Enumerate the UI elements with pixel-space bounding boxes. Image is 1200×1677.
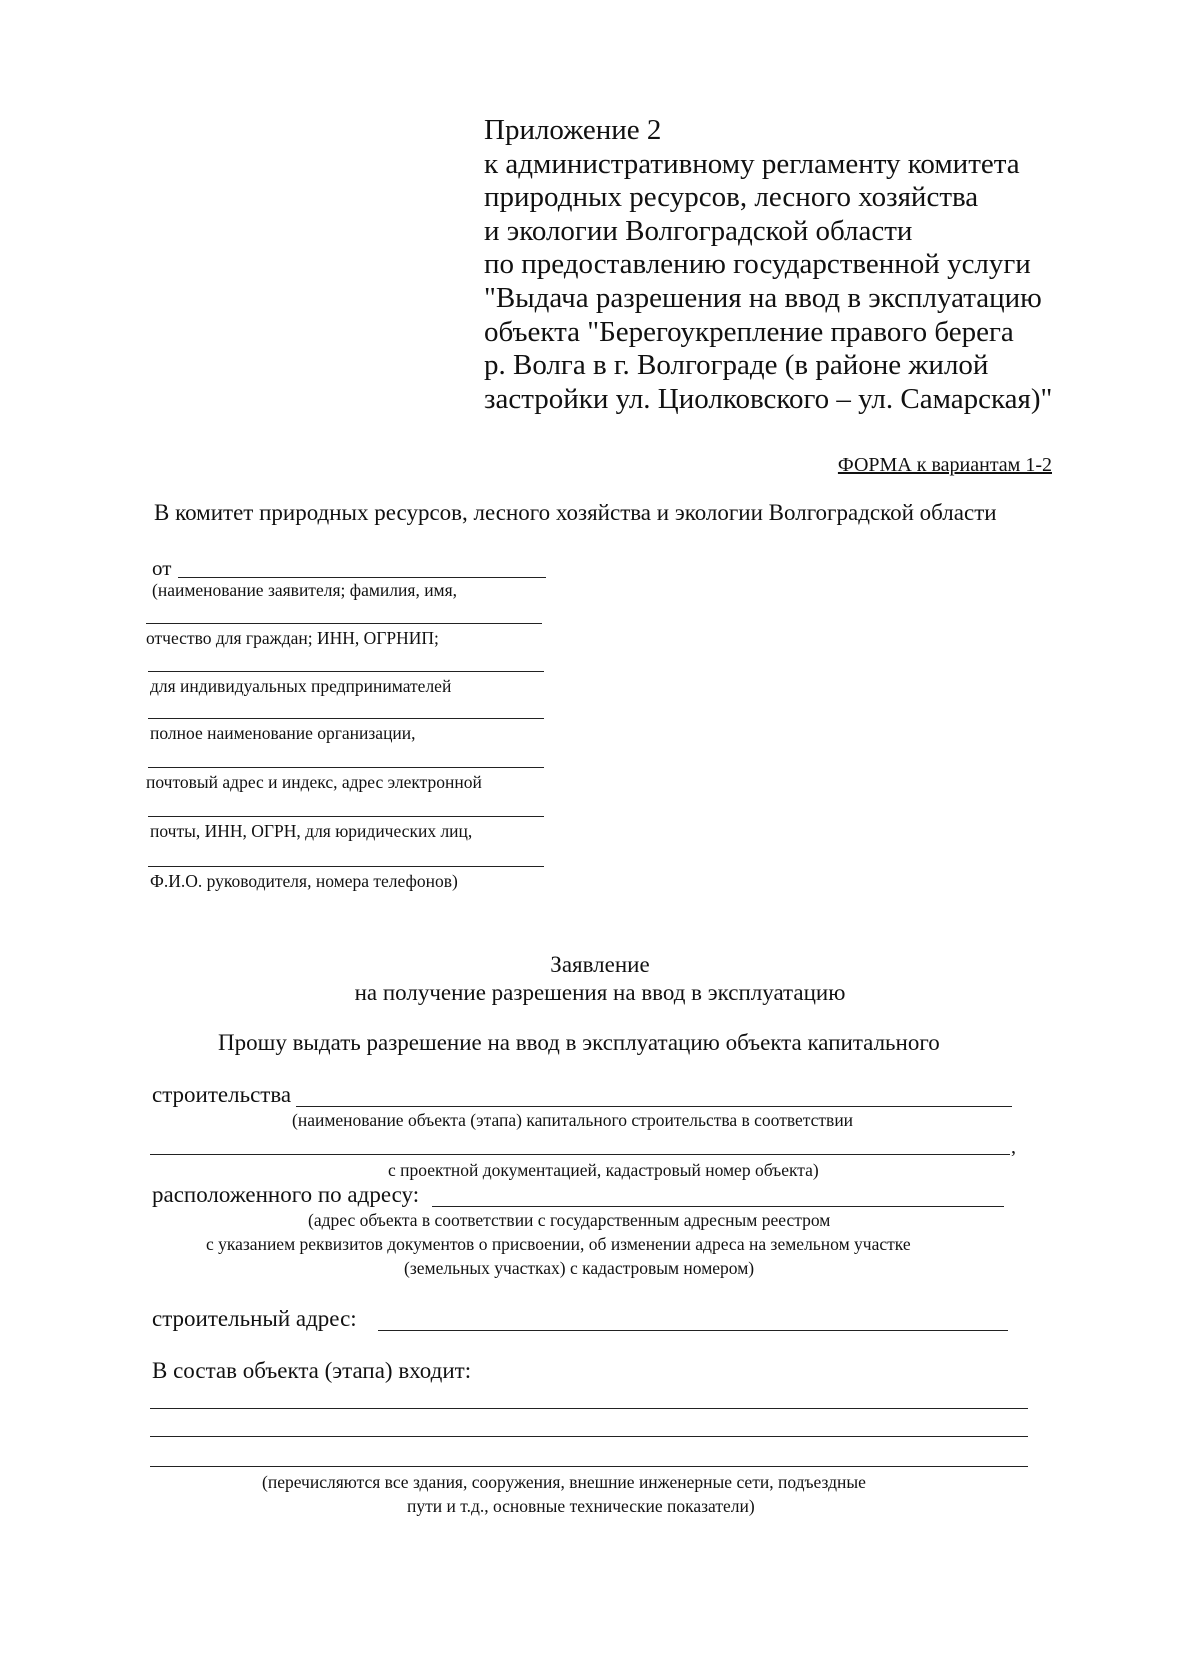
applicant-line[interactable]	[178, 577, 546, 578]
composition-hint-2: пути и т.д., основные технические показатели)	[407, 1496, 755, 1516]
from-label: от	[152, 556, 172, 580]
construction-comma: ,	[1011, 1136, 1016, 1158]
composition-line[interactable]	[150, 1466, 1028, 1467]
construction-hint-2: с проектной документацией, кадастровый номер объекта)	[388, 1160, 819, 1180]
applicant-hint: для индивидуальных предпринимателей	[150, 676, 452, 696]
applicant-line[interactable]	[148, 816, 544, 817]
applicant-hint: Ф.И.О. руководителя, номера телефонов)	[150, 871, 458, 891]
appendix-line: природных ресурсов, лесного хозяйства	[484, 181, 979, 214]
address-line[interactable]	[432, 1206, 1004, 1207]
applicant-hint: (наименование заявителя; фамилия, имя,	[152, 580, 458, 600]
applicant-hint: почтовый адрес и индекс, адрес электронной	[146, 772, 482, 792]
composition-label: В состав объекта (этапа) входит:	[152, 1358, 472, 1383]
statement-title: Заявление	[550, 952, 650, 977]
composition-line[interactable]	[150, 1408, 1028, 1409]
address-hint-3: (земельных участках) с кадастровым номером)	[404, 1258, 755, 1278]
statement-subtitle: на получение разрешения на ввод в эксплуатацию	[354, 980, 846, 1005]
composition-line[interactable]	[150, 1436, 1028, 1437]
appendix-line: по предоставлению государственной услуги	[484, 248, 1031, 281]
build-address-line[interactable]	[378, 1330, 1008, 1331]
construction-name-line[interactable]	[296, 1106, 1012, 1107]
applicant-hint: почты, ИНН, ОГРН, для юридических лиц,	[150, 821, 473, 841]
applicant-line[interactable]	[148, 767, 544, 768]
applicant-line[interactable]	[148, 718, 544, 719]
addressee: В комитет природных ресурсов, лесного хозяйства и экологии Волгоградской области	[154, 500, 997, 525]
address-hint-2: с указанием реквизитов документов о присвоении, об изменении адреса на земельном участке	[206, 1234, 911, 1254]
applicant-line[interactable]	[148, 671, 544, 672]
construction-label: строительства	[152, 1082, 292, 1107]
applicant-hint: полное наименование организации,	[150, 723, 416, 743]
applicant-hint: отчество для граждан; ИНН, ОГРНИП;	[146, 628, 439, 648]
composition-hint-1: (перечисляются все здания, сооружения, внешние инженерные сети, подъездные	[262, 1472, 866, 1492]
address-hint-1: (адрес объекта в соответствии с государственным адресным реестром	[308, 1210, 831, 1230]
construction-name-line-2[interactable]	[150, 1154, 1010, 1155]
located-label: расположенного по адресу:	[152, 1182, 420, 1207]
applicant-line[interactable]	[146, 623, 542, 624]
build-address-label: строительный адрес:	[152, 1306, 357, 1331]
appendix-line: р. Волга в г. Волгограде (в районе жилой	[484, 349, 989, 382]
construction-hint: (наименование объекта (этапа) капитального строительства в соответствии	[292, 1110, 854, 1130]
appendix-line: Приложение 2	[484, 114, 662, 146]
applicant-line[interactable]	[148, 866, 544, 867]
appendix-line: объекта "Берегоукрепление правого берега	[484, 315, 1014, 348]
appendix-header	[484, 114, 1104, 416]
appendix-line: к административному регламенту комитета	[484, 147, 1020, 180]
request-text: Прошу выдать разрешение на ввод в эксплуатацию объекта капитального	[218, 1030, 940, 1055]
appendix-line: застройки ул. Циолковского – ул. Самарская)"	[484, 382, 1053, 415]
appendix-line: и экологии Волгоградской области	[484, 214, 913, 247]
form-label: ФОРМА к вариантам 1-2	[837, 454, 1052, 476]
appendix-line: "Выдача разрешения на ввод в эксплуатацию	[484, 281, 1042, 314]
